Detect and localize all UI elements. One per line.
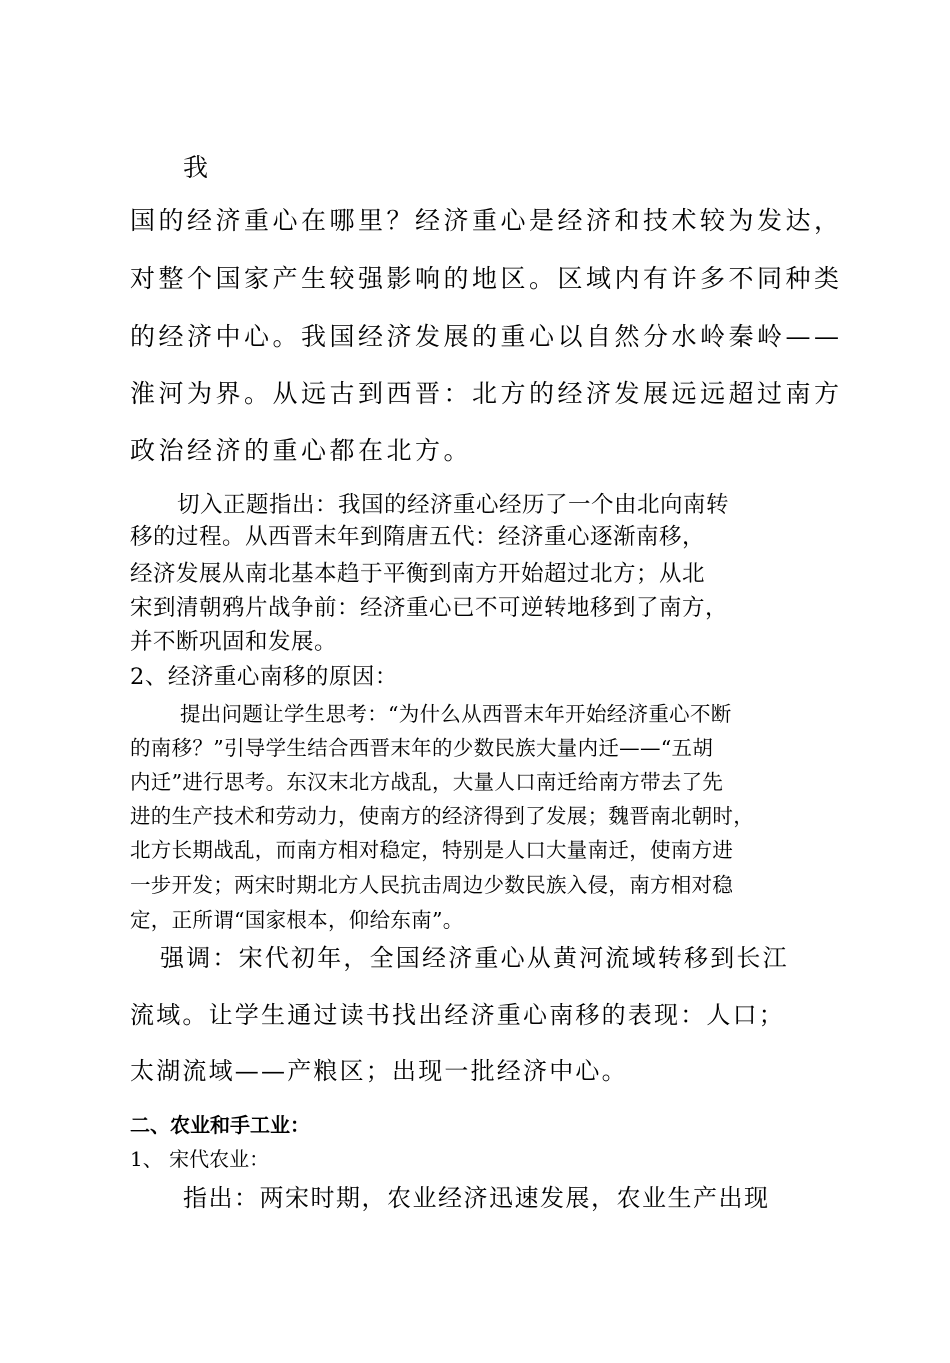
text-line: 强调：宋代初年，全国经济重心从黄河流域转移到长江 (160, 944, 789, 972)
text-line: 移的过程。从西晋末年到隋唐五代：经济重心逐渐南移， (130, 524, 706, 550)
text-line: 内迁”进行思考。东汉末北方战乱，大量人口南迁给南方带去了先 (130, 770, 724, 794)
text-line: 提出问题让学生思考：“为什么从西晋末年开始经济重心不断 (180, 702, 732, 726)
text-line: 指出：两宋时期，农业经济迅速发展，农业生产出现 (183, 1184, 770, 1212)
text-line: 的经济中心。我国经济发展的重心以自然分水岭秦岭—— (130, 322, 843, 351)
text-line: 政治经济的重心都在北方。 (130, 436, 473, 465)
text-line: 一步开发；两宋时期北方人民抗击周边少数民族入侵，南方相对稳 (130, 873, 734, 897)
section-subheading: 2、经济重心南移的原因： (130, 664, 398, 690)
text-line: 我 (183, 153, 212, 182)
section-subheading: 1、 宋代农业： (130, 1147, 270, 1171)
text-line: 国的经济重心在哪里？经济重心是经济和技术较为发达， (130, 206, 843, 235)
text-line: 进的生产技术和劳动力，使南方的经济得到了发展；魏晋南北朝时， (130, 804, 754, 828)
text-line: 经济发展从南北基本趋于平衡到南方开始超过北方；从北 (130, 561, 706, 587)
text-line: 宋到清朝鸦片战争前：经济重心已不可逆转地移到了南方， (130, 595, 729, 621)
text-line: 北方长期战乱，而南方相对稳定，特别是人口大量南迁，使南方进 (130, 838, 734, 862)
text-line: 切入正题指出：我国的经济重心经历了一个由北向南转 (177, 492, 730, 518)
text-line: 淮河为界。从远古到西晋：北方的经济发展远远超过南方 (130, 379, 843, 408)
text-line: 的南移？”引导学生结合西晋末年的少数民族大量内迁——“五胡 (130, 736, 714, 760)
section-heading: 二、农业和手工业： (130, 1113, 310, 1137)
text-line: 定，正所谓“国家根本，仰给东南”。 (130, 908, 464, 932)
text-line: 对整个国家产生较强影响的地区。区域内有许多不同种类 (130, 264, 843, 293)
text-line: 流域。让学生通过读书找出经济重心南移的表现：人口； (130, 1001, 785, 1029)
text-line: 太湖流域——产粮区；出现一批经济中心。 (130, 1057, 628, 1085)
text-line: 并不断巩固和发展。 (130, 629, 338, 655)
